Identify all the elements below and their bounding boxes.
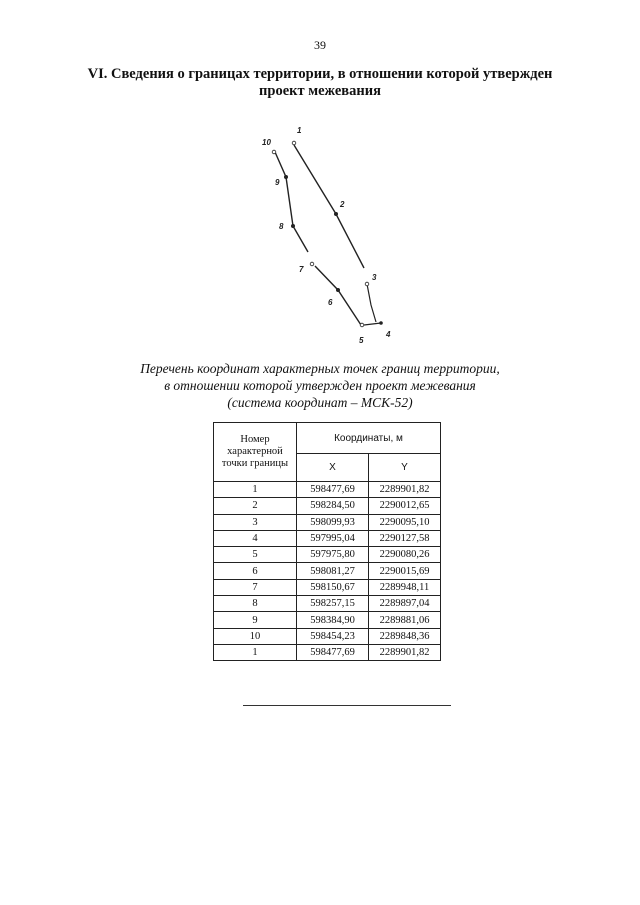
sketch-point-4 (379, 321, 383, 325)
table-row (214, 612, 441, 628)
table-row (214, 482, 441, 498)
bottom-divider (243, 705, 451, 706)
sketch-label-8: 8 (279, 222, 284, 231)
section-title-line-1: VI. Сведения о границах территории, в отношении которой утвержден (87, 66, 553, 82)
table-row (214, 563, 441, 579)
table-row (214, 628, 441, 644)
y-cell: 2290095,10 (369, 514, 441, 530)
y-cell: 2289948,11 (369, 579, 441, 595)
table-row (214, 644, 441, 660)
sketch-point-5 (360, 323, 364, 327)
page-number: 39 (314, 38, 326, 52)
sketch-label-4: 4 (386, 330, 391, 339)
point-number-cell: 4 (214, 530, 297, 546)
x-cell: 598284,50 (297, 498, 369, 514)
point-number-cell: 6 (214, 563, 297, 579)
point-number-cell: 5 (214, 547, 297, 563)
header-x: X (297, 454, 369, 482)
boundary-line-5-7 (315, 266, 361, 325)
header-y: Y (369, 454, 441, 482)
boundary-line-4-5 (364, 323, 381, 325)
table-row (214, 530, 441, 546)
table-row (214, 547, 441, 563)
coordinates-table (213, 422, 441, 661)
sketch-label-10: 10 (262, 138, 271, 147)
y-cell: 2289897,04 (369, 596, 441, 612)
table-row (214, 514, 441, 530)
sketch-point-1 (292, 141, 296, 145)
table-row (214, 596, 441, 612)
sketch-label-2: 2 (340, 200, 345, 209)
table-row (214, 579, 441, 595)
caption-line-2: в отношении которой утвержден проект межевания (164, 378, 476, 393)
sketch-label-7: 7 (299, 265, 304, 274)
x-cell: 598081,27 (297, 563, 369, 579)
x-cell: 597995,04 (297, 530, 369, 546)
x-cell: 598384,90 (297, 612, 369, 628)
sketch-point-8 (291, 224, 295, 228)
caption-line-3: (система координат – МСК-52) (227, 395, 413, 410)
y-cell: 2289881,06 (369, 612, 441, 628)
sketch-point-2 (334, 212, 338, 216)
boundary-line-1-3 (294, 145, 364, 268)
x-cell: 597975,80 (297, 547, 369, 563)
point-number-cell: 2 (214, 498, 297, 514)
x-cell: 598099,93 (297, 514, 369, 530)
sketch-point-9 (284, 175, 288, 179)
point-number-cell: 8 (214, 596, 297, 612)
boundary-line-3-5 (367, 284, 376, 322)
sketch-label-9: 9 (275, 178, 280, 187)
sketch-point-6 (336, 288, 340, 292)
point-number-cell: 7 (214, 579, 297, 595)
y-cell: 2289901,82 (369, 482, 441, 498)
sketch-label-1: 1 (297, 126, 302, 135)
point-number-cell: 3 (214, 514, 297, 530)
sketch-point-7 (310, 262, 314, 266)
x-cell: 598477,69 (297, 644, 369, 660)
point-number-cell: 1 (214, 644, 297, 660)
point-number-cell: 9 (214, 612, 297, 628)
point-number-cell: 1 (214, 482, 297, 498)
sketch-label-3: 3 (372, 273, 377, 282)
y-cell: 2290080,26 (369, 547, 441, 563)
header-coordinates: Координаты, м (297, 423, 441, 454)
y-cell: 2290012,65 (369, 498, 441, 514)
caption-line-1: Перечень координат характерных точек границ территории, (140, 361, 500, 376)
boundary-sketch (0, 0, 640, 360)
coordinates-caption (80, 360, 560, 411)
boundary-line-7-10 (275, 152, 308, 252)
section-title-line-2: проект межевания (259, 83, 381, 99)
sketch-label-5: 5 (359, 336, 364, 345)
x-cell: 598257,15 (297, 596, 369, 612)
sketch-point-10 (272, 150, 276, 154)
sketch-label-6: 6 (328, 298, 333, 307)
y-cell: 2290127,58 (369, 530, 441, 546)
table-row (214, 498, 441, 514)
point-number-cell: 10 (214, 628, 297, 644)
x-cell: 598477,69 (297, 482, 369, 498)
y-cell: 2289901,82 (369, 644, 441, 660)
x-cell: 598454,23 (297, 628, 369, 644)
x-cell: 598150,67 (297, 579, 369, 595)
sketch-point-3 (365, 282, 369, 286)
y-cell: 2289848,36 (369, 628, 441, 644)
y-cell: 2290015,69 (369, 563, 441, 579)
header-point-number: Номер характерной точки границы (214, 423, 297, 482)
